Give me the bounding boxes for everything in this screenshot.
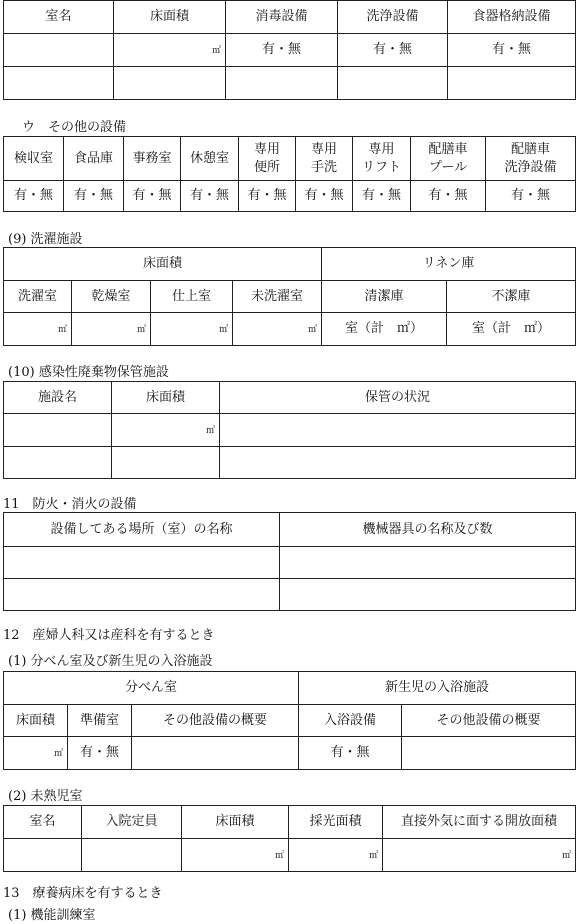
cell-empty[interactable] (448, 67, 576, 100)
section-other-equipment-title: ウ その他の設備 (22, 120, 127, 135)
header-dirty-storage: 不潔庫 (447, 281, 576, 313)
unit-m2: ㎡ (308, 325, 318, 336)
cell-floor-area[interactable] (233, 313, 322, 346)
section-obstetrics-title: 12 産婦人科又は産科を有するとき (3, 628, 215, 643)
cell-empty[interactable] (82, 839, 182, 872)
cell-yesno[interactable]: 有・無 (226, 34, 338, 67)
header-dedicated-toilet: 専用 便所 (239, 137, 296, 181)
section-long-term-care-title: 13 療養病床を有するとき (3, 886, 163, 901)
section-laundry-title: (9) 洗濯施設 (8, 232, 83, 247)
premature-room-table (3, 805, 576, 872)
cell-empty[interactable] (4, 414, 112, 447)
cell-empty[interactable] (4, 547, 280, 579)
header-bath-equipment: 入浴設備 (299, 705, 402, 737)
infectious-waste-table (3, 381, 576, 479)
cell-empty[interactable] (112, 447, 220, 479)
cell-empty[interactable] (4, 67, 114, 100)
header-linen-group: リネン庫 (322, 248, 576, 281)
cell-floor-area[interactable] (182, 839, 289, 872)
cell-floor-area[interactable] (112, 414, 220, 447)
header-finishing-room: 仕上室 (151, 281, 233, 313)
header-unwashed-room: 未洗濯室 (233, 281, 322, 313)
cell-empty[interactable] (114, 67, 226, 100)
cell-yesno[interactable]: 有・無 (486, 181, 576, 212)
header-floor-area-group: 床面積 (4, 248, 322, 281)
cell-yesno[interactable]: 有・無 (353, 181, 411, 212)
header-delivery-room-group: 分べん室 (4, 672, 299, 705)
header-location-name: 設備してある場所（室）の名称 (4, 513, 280, 547)
header-floor-area: 床面積 (4, 705, 68, 737)
header-storage-status: 保管の状況 (220, 382, 576, 414)
cell-lighting-area[interactable] (289, 839, 383, 872)
header-room-name: 室名 (4, 1, 114, 34)
header-facility-name: 施設名 (4, 382, 112, 414)
cell-floor-area[interactable] (151, 313, 233, 346)
cell-floor-area[interactable] (72, 313, 151, 346)
unit-m2: ㎡ (205, 426, 215, 437)
cell-empty[interactable] (280, 579, 576, 611)
cell-empty[interactable] (132, 737, 299, 770)
subsection-premature-room-title: (2) 未熟児室 (8, 789, 83, 804)
fire-prevention-table (3, 512, 576, 611)
cell-empty[interactable] (280, 547, 576, 579)
header-lighting-area: 採光面積 (289, 806, 383, 839)
header-inspection-room: 検収室 (4, 137, 64, 181)
cell-yesno[interactable]: 有・無 (338, 34, 448, 67)
cell-yesno[interactable]: 有・無 (448, 34, 576, 67)
delivery-bath-table (3, 671, 576, 770)
header-room-name: 室名 (4, 806, 82, 839)
unit-m2: ㎡ (274, 851, 284, 862)
header-food-storage: 食品庫 (64, 137, 124, 181)
cell-yesno[interactable]: 有・無 (4, 181, 64, 212)
header-capacity: 入院定員 (82, 806, 182, 839)
unit-m2: ㎡ (53, 749, 63, 760)
cell-room-total[interactable]: 室（計 ㎡） (447, 313, 576, 346)
cell-yesno[interactable]: 有・無 (68, 737, 132, 770)
cell-floor-area[interactable] (4, 313, 72, 346)
cell-room-total[interactable]: 室（計 ㎡） (322, 313, 447, 346)
header-office: 事務室 (124, 137, 181, 181)
cell-empty[interactable] (220, 447, 576, 479)
header-disinfection: 消毒設備 (226, 1, 338, 34)
section-infectious-waste-title: (10) 感染性廃棄物保管施設 (8, 365, 169, 380)
header-rest-room: 休憩室 (181, 137, 239, 181)
header-other-equipment: その他設備の概要 (402, 705, 576, 737)
unit-m2: ㎡ (211, 46, 221, 57)
cell-yesno[interactable]: 有・無 (124, 181, 181, 212)
cell-yesno[interactable]: 有・無 (299, 737, 402, 770)
cell-yesno[interactable]: 有・無 (64, 181, 124, 212)
header-floor-area: 床面積 (182, 806, 289, 839)
header-newborn-bath-group: 新生児の入浴施設 (299, 672, 576, 705)
header-cart-washing: 配膳車 洗浄設備 (486, 137, 576, 181)
cell-yesno[interactable]: 有・無 (181, 181, 239, 212)
cell-yesno[interactable]: 有・無 (296, 181, 353, 212)
cell-empty[interactable] (4, 839, 82, 872)
cell-floor-area[interactable] (4, 737, 68, 770)
cell-open-area[interactable] (383, 839, 576, 872)
header-dish-storage: 食器格納設備 (448, 1, 576, 34)
header-other-equipment: その他設備の概要 (132, 705, 299, 737)
cell-empty[interactable] (402, 737, 576, 770)
header-dedicated-lift: 専用 リフト (353, 137, 411, 181)
cell-yesno[interactable]: 有・無 (239, 181, 296, 212)
cell-empty[interactable] (226, 67, 338, 100)
unit-m2: ㎡ (136, 325, 146, 336)
cell-empty[interactable] (4, 579, 280, 611)
header-open-area: 直接外気に面する開放面積 (383, 806, 576, 839)
laundry-table (3, 247, 576, 346)
header-laundry-room: 洗濯室 (4, 281, 72, 313)
subsection-delivery-bath-title: (1) 分べん室及び新生児の入浴施設 (8, 654, 213, 669)
header-drying-room: 乾燥室 (72, 281, 151, 313)
header-floor-area: 床面積 (114, 1, 226, 34)
header-cart-pool: 配膳車 プール (411, 137, 486, 181)
cell-yesno[interactable]: 有・無 (411, 181, 486, 212)
header-equipment-name: 機械器具の名称及び数 (280, 513, 576, 547)
unit-m2: ㎡ (57, 325, 67, 336)
header-prep-room: 準備室 (68, 705, 132, 737)
dish-equipment-table (3, 0, 576, 100)
header-floor-area: 床面積 (112, 382, 220, 414)
cell-room-name[interactable] (4, 34, 114, 67)
section-fire-prevention-title: 11 防火・消火の設備 (3, 497, 137, 512)
unit-m2: ㎡ (368, 851, 378, 862)
cell-floor-area[interactable] (114, 34, 226, 67)
cell-empty[interactable] (4, 447, 112, 479)
cell-empty[interactable] (338, 67, 448, 100)
unit-m2: ㎡ (561, 851, 571, 862)
subsection-rehab-room-title: (1) 機能訓練室 (8, 908, 96, 923)
unit-m2: ㎡ (218, 325, 228, 336)
header-clean-storage: 清潔庫 (322, 281, 447, 313)
cell-empty[interactable] (220, 414, 576, 447)
header-dedicated-handwash: 専用 手洗 (296, 137, 353, 181)
other-equipment-table (3, 136, 576, 212)
header-washing: 洗浄設備 (338, 1, 448, 34)
